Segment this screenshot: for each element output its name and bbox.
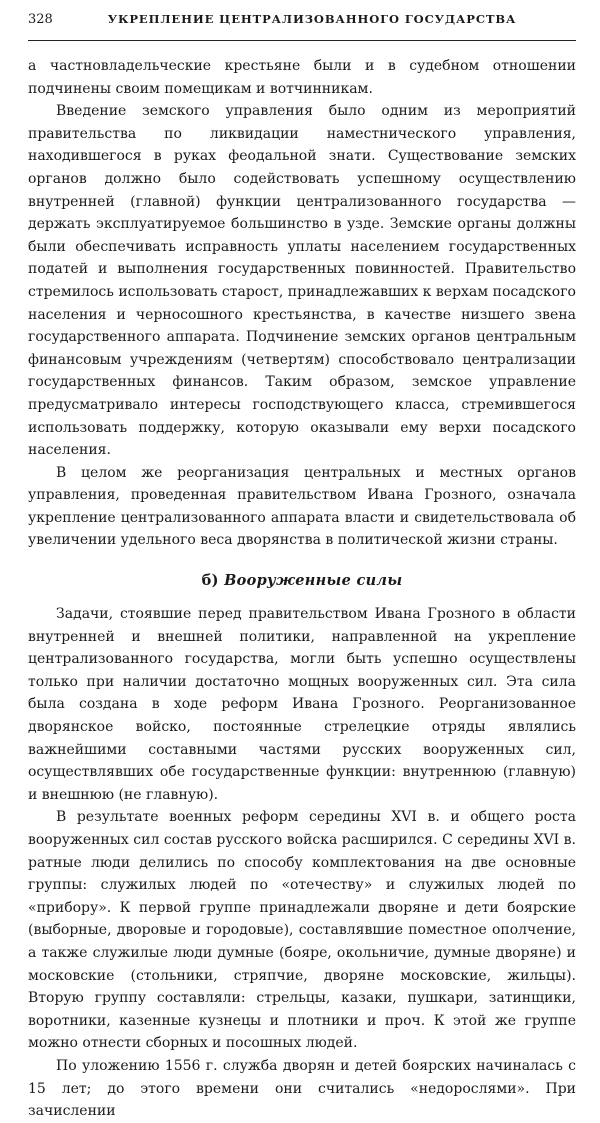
section-letter: б)	[201, 572, 219, 590]
running-head: УКРЕПЛЕНИЕ ЦЕНТРАЛИЗОВАННОГО ГОСУДАРСТВА	[107, 12, 517, 26]
paragraph-tasks: Задачи, стоявшие перед правительством Ивана Грозного в области внутренней и внешней политики, направленной на укрепление централизованного государства, могли быть успешно осуществлены только при наличии достаточно мощных вооруженных сил. Эта сила была создана в ходе реформ Ивана Грозного. Реорганизованное дворянское войско, постоянные стрелецкие отряды являлись важнейшими составными частями русских вооруженных сил, осуществлявших обе государственные функции: внутреннюю (главную) и внешнюю (не главную).	[28, 606, 576, 803]
paragraph-reforms: В результате военных реформ середины XVI в. и общего роста вооруженных сил состав русского войска расширился. С середины XVI в. ратные люди делились по способу комплектования на две основные группы: служилых людей по «отечеству» и служилых людей по «прибору». К первой группе принадлежали дворяне и дети боярские (выборные, дворовые и городовые), составлявшие поместное ополчение, а также служилые люди думные (бояре, окольничие, думные дворяне) и московские (стольники, стряпчие, дворяне московские, жильцы). Вторую группу составляли: стрельцы, казаки, пушкари, затинщики, воротники, казенные кузнецы и плотники и проч. К этой же группе можно отнести сборных и посошных людей.	[28, 809, 576, 1052]
section-heading	[28, 572, 576, 589]
page-header	[28, 12, 576, 41]
section-title: Вооруженные силы	[224, 572, 403, 590]
book-page	[28, 12, 576, 1123]
paragraph-continuation: а частновладельческие крестьяне были и в судебном отношении подчинены своим помещикам и вотчинникам.	[28, 58, 576, 97]
paragraph-ulozhenie: По уложению 1556 г. служба дворян и детей боярских начиналась с 15 лет; до этого времени они считались «недорослями». При зачислении	[28, 1057, 576, 1120]
paragraph-conclusion: В целом же реорганизация центральных и местных органов управления, проведенная правительством Ивана Грозного, означала укрепление централизованного аппарата власти и свидетельствовала об увеличении удельного веса дворянства в политической жизни страны.	[28, 464, 576, 549]
paragraph-zemstvo: Введение земского управления было одним из мероприятий правительства по ликвидации наместнического управления, находившегося в руках феодальной знати. Существование земских органов должно было содействовать успешному осуществлению внутренней (главной) функции централизованного государства — держать эксплуатируемое большинство в узде. Земские органы должны были обеспечивать исправность уплаты населением государственных податей и выполнения государственных повинностей. Правительство стремилось использовать старост, принадлежавших к верхам посадского населения и черносошного крестьянства, в качестве низшего звена государственного аппарата. Подчинение земских органов центральным финансовым учреждениям (четвертям) способствовало централизации государственных финансов. Таким образом, земское управление предусматривало интересы господствующего класса, стремившегося использовать поддержку, которую оказывали ему верхи посадского населения.	[28, 103, 576, 459]
page-number: 328	[28, 12, 53, 27]
